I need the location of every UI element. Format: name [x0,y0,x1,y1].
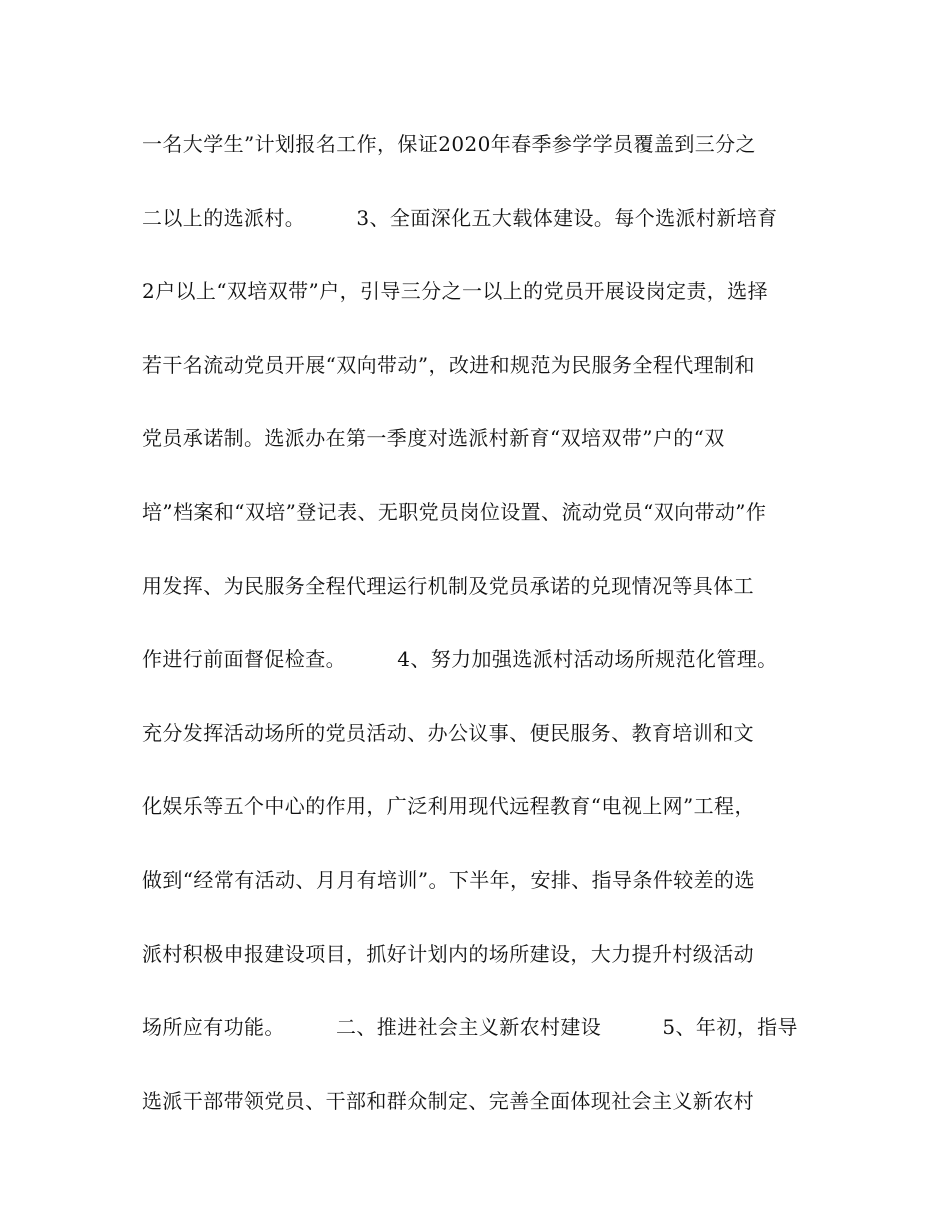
text-line-11: 做到“经常有活动、月月有培训”。下半年，安排、指导条件较差的选 [142,867,755,892]
text-line-13: 场所应有功能。 二、推进社会主义新农村建设 5、年初，指导 [142,1015,798,1040]
text-line-6: 培”档案和“双培”登记表、无职党员岗位设置、流动党员“双向带动”作 [142,499,767,524]
text-line-1: 一名大学生”计划报名工作，保证2020年春季参学学员覆盖到三分之 [142,132,756,156]
text-line-4: 若干名流动党员开展“双向带动”，改进和规范为民服务全程代理制和 [142,352,755,377]
text-line-2: 二以上的选派村。 3、全面深化五大载体建设。每个选派村新培育 [142,205,778,230]
text-line-9: 充分发挥活动场所的党员活动、办公议事、便民服务、教育培训和文 [142,720,754,745]
text-line-7: 用发挥、为民服务全程代理运行机制及党员承诺的兑现情况等具体工 [142,573,754,598]
text-line-12: 派村积极申报建设项目，抓好计划内的场所建设，大力提升村级活动 [142,941,754,966]
body-text [142,126,812,1156]
text-line-3: 2户以上“双培双带”户，引导三分之一以上的党员开展设岗定责，选择 [142,279,768,304]
text-line-14: 选派干部带领党员、干部和群众制定、完善全面体现社会主义新农村 [142,1088,754,1113]
text-line-5: 党员承诺制。选派办在第一季度对选派村新育“双培双带”户的“双 [142,426,725,451]
text-line-10: 化娱乐等五个中心的作用，广泛利用现代远程教育“电视上网”工程， [142,794,755,819]
text-line-8: 作进行前面督促检查。 4、努力加强选派村活动场所规范化管理。 [142,647,778,672]
